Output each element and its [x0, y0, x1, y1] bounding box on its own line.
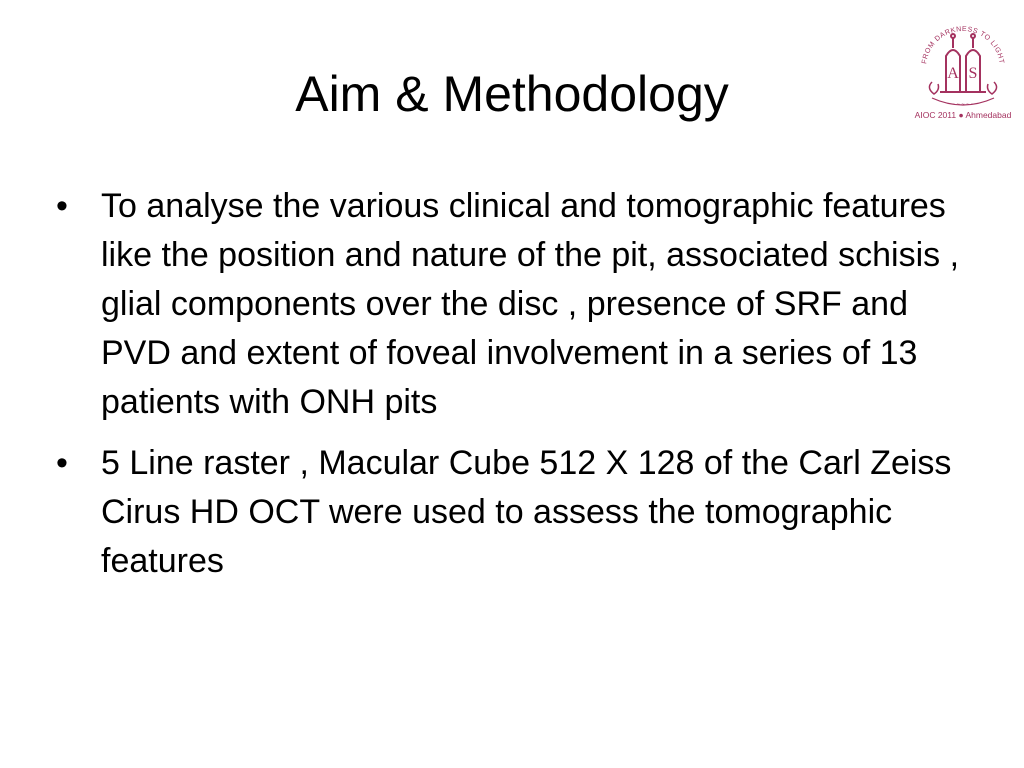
logo-arc-text: FROM DARKNESS TO LIGHT [921, 25, 1005, 65]
bullet-list [56, 182, 968, 598]
bullet-item [56, 439, 968, 586]
bullet-marker: • [56, 187, 68, 225]
slide-title: Aim & Methodology [295, 66, 729, 122]
svg-text:~ ~ ~ ~ ~: ~ ~ ~ ~ ~ [951, 102, 975, 108]
bullet-text: 5 Line raster , Macular Cube 512 X 128 of the Carl Zeiss Cirus HD OCT were used to assess the tomographic features [101, 444, 952, 580]
svg-text:A: A [947, 65, 959, 82]
logo-caption: AIOC 2011 ● Ahmedabad [914, 110, 1012, 120]
bullet-marker: • [56, 444, 68, 482]
conference-logo [908, 18, 1018, 126]
bullet-text: To analyse the various clinical and tomographic features like the position and nature of the pit, associated schisis , glial components over the disc , presence of SRF and PVD and extent of foveal involvement in a series of 13 patients with ONH pits [101, 187, 960, 421]
svg-text:S: S [968, 65, 978, 82]
aios-emblem-icon [908, 18, 1018, 110]
bullet-item [56, 182, 968, 427]
svg-text:FROM DARKNESS TO LIGHT [921, 26, 1005, 65]
